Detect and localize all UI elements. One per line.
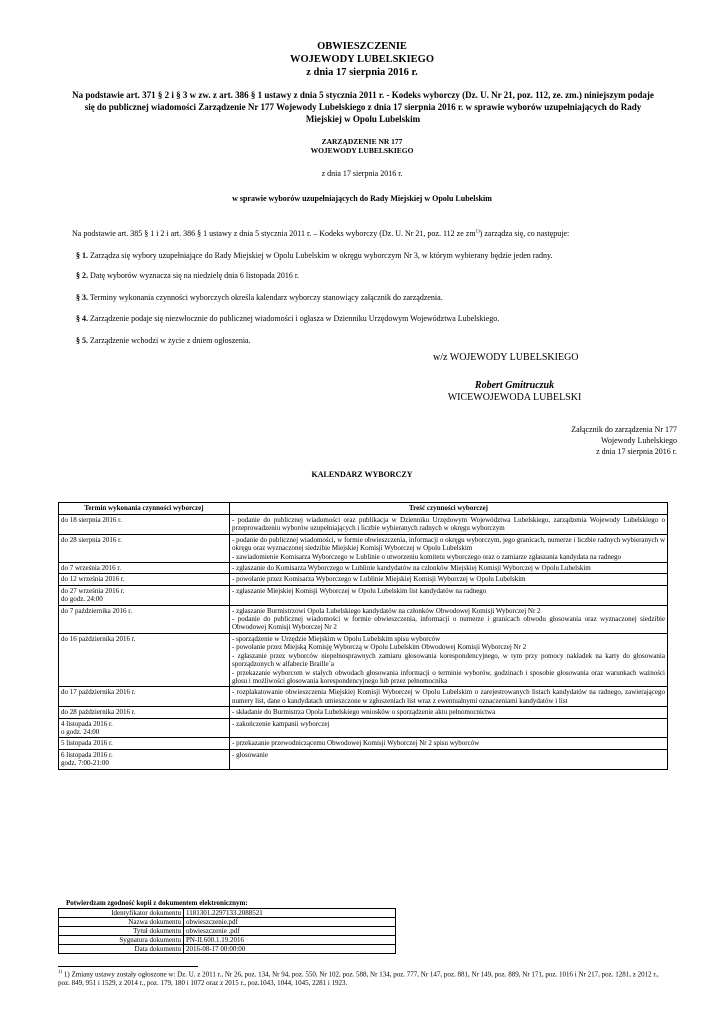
action-cell: - rozplakatowanie obwieszczenia Miejskiej Komisji Wyborczej w Opolu Lubelskim o zarejestrowanych listach kandydatów na radnego, zawierającego numery list, dane o kandydatach umieszczone w zgłoszeniach list wraz z ewentualnymi oznaczeniami kandydatów i list bbox=[230, 687, 668, 707]
table-row bbox=[59, 718, 668, 738]
metadata-key: Nazwa dokumentu bbox=[59, 918, 184, 927]
ordinance-date: z dnia 17 sierpnia 2016 r. bbox=[321, 169, 403, 178]
metadata-row bbox=[59, 945, 396, 954]
metadata-key: Tytuł dokumentu bbox=[59, 927, 184, 936]
term-cell: do 18 sierpnia 2016 r. bbox=[59, 515, 230, 535]
table-row bbox=[59, 749, 668, 769]
table-row bbox=[59, 563, 668, 574]
table-row bbox=[59, 585, 668, 605]
annex-note: Załącznik do zarządzenia Nr 177 Wojewody Lubelskiego z dnia 17 sierpnia 2016 r. bbox=[571, 425, 677, 456]
metadata-row bbox=[59, 936, 396, 945]
intro-paragraph: Na podstawie art. 371 § 2 i § 3 w zw. z art. 386 § 1 ustawy z dnia 5 stycznia 2011 r. - Kodeks wyborczy (Dz. U. Nr 21, poz. 112, ze. zm.) niniejszym podaje się do publicznej wiadomości Zarządzenie Nr 177 Wojewody Lubelskiego z dnia 17 sierpnia 2016 r. w sprawie wyborów uzupełniających do Rady Miejskiej w Opolu Lubelskim bbox=[72, 90, 654, 124]
term-cell: do 12 września 2016 r. bbox=[59, 574, 230, 585]
term-cell: do 28 sierpnia 2016 r. bbox=[59, 534, 230, 562]
action-cell: - powołanie przez Komisarza Wyborczego w Lublinie Miejskiej Komisji Wyborczej w Opolu Lubelskim bbox=[230, 574, 668, 585]
action-cell: - podanie do publicznej wiadomości, w formie obwieszczenia, informacji o okręgu wyborczym, jego granicach, numerze i liczbie radnych wybieranych w okręgu oraz wyznaczonej siedzibie Miejskiej Komisji Wyborczej w Opolu Lubelskim - zawiadomienie Komisarza Wyborczego w Lublinie o utworzeniu komitetu wyborczego oraz o zamiarze zgłaszania kandydata na radnego bbox=[230, 534, 668, 562]
signatory-name: Robert Gmitruczuk bbox=[474, 380, 555, 391]
action-cell: - przekazanie przewodniczącemu Obwodowej Komisji Wyborczej Nr 2 spisu wyborców bbox=[230, 738, 668, 749]
metadata-key: Data dokumentu bbox=[59, 945, 184, 954]
metadata-row bbox=[59, 909, 396, 918]
table-row bbox=[59, 574, 668, 585]
term-cell: 4 listopada 2016 r. o godz. 24:00 bbox=[59, 718, 230, 738]
metadata-value: 2016-08-17 00:00:00 bbox=[184, 945, 396, 954]
term-cell: do 7 października 2016 r. bbox=[59, 605, 230, 633]
electoral-calendar-table bbox=[58, 502, 668, 770]
ordinance-header bbox=[0, 137, 724, 155]
metadata-row bbox=[59, 927, 396, 936]
paragraph-2: § 2. Datę wyborów wyznacza się na niedzielę dnia 6 listopada 2016 r. bbox=[76, 271, 300, 280]
footnote bbox=[58, 968, 668, 988]
action-cell: - zgłaszanie do Komisarza Wyborczego w Lublinie kandydatów na członków Miejskiej Komisji Wyborczej w Opolu Lubelskim bbox=[230, 563, 668, 574]
metadata-row bbox=[59, 918, 396, 927]
table-row bbox=[59, 633, 668, 686]
action-cell: - składanie do Burmistrza Opola Lubelskiego wniosków o sporządzenie aktu pełnomocnictwa bbox=[230, 707, 668, 718]
ordinance-number: ZARZĄDZENIE NR 177 bbox=[321, 137, 403, 146]
table-row bbox=[59, 534, 668, 562]
metadata-key: Sygnatura dokumentu bbox=[59, 936, 184, 945]
table-row bbox=[59, 738, 668, 749]
term-cell: do 28 października 2016 r. bbox=[59, 707, 230, 718]
paragraph-4: § 4. Zarządzenie podaje się niezwłocznie do publicznej wiadomości i ogłasza w Dzienniku Urzędowym Województwa Lubelskiego. bbox=[76, 314, 500, 323]
table-row bbox=[59, 515, 668, 535]
metadata-key: Identyfikator dokumentu bbox=[59, 909, 184, 918]
term-cell: 6 listopada 2016 r. godz. 7:00-21:00 bbox=[59, 749, 230, 769]
footnote-text: 1) Zmiany ustawy zostały ogłoszone w: Dz. U. z 2011 r., Nr 26, poz. 134, Nr 94, poz. 550, Nr 102, poz. 588, Nr 134, poz. 777, Nr 147, poz. 881, Nr 149, poz. 889, Nr 171, poz. 1016 i Nr 217, poz. 1281, z 2012 r., poz. 849, 951 i 1529, z 2014 r., poz. 179, 180 i 1072 oraz z 2015 r., poz.1043, 1044, 1045, 2281 i 1923. bbox=[58, 970, 659, 988]
announcement-header bbox=[0, 40, 724, 79]
metadata-value: obwieszczenie .pdf bbox=[184, 927, 396, 936]
header-date: z dnia 17 sierpnia 2016 r. bbox=[306, 67, 418, 78]
table-row bbox=[59, 687, 668, 707]
footnote-divider bbox=[58, 966, 198, 967]
confirmation-block bbox=[58, 899, 396, 954]
term-cell: 5 listopada 2016 r. bbox=[59, 738, 230, 749]
ordinance-subject: w sprawie wyborów uzupełniających do Rady Miejskiej w Opolu Lubelskim bbox=[232, 194, 492, 203]
action-cell: - głosowanie bbox=[230, 749, 668, 769]
term-cell: do 27 września 2016 r. do godz. 24:00 bbox=[59, 585, 230, 605]
signature-on-behalf: w/z WOJEWODY LUBELSKIEGO bbox=[433, 352, 579, 363]
table-row bbox=[59, 605, 668, 633]
column-header-term: Termin wykonania czynności wyborczej bbox=[59, 503, 230, 515]
term-cell: do 7 września 2016 r. bbox=[59, 563, 230, 574]
action-cell: - zgłaszanie Miejskiej Komisji Wyborczej w Opolu Lubelskim list kandydatów na radnego bbox=[230, 585, 668, 605]
metadata-value: 1181301.2297133.2088521 bbox=[184, 909, 396, 918]
footnote-marker: 1) bbox=[58, 970, 63, 975]
signatory-role: WICEWOJEWODA LUBELSKI bbox=[447, 392, 582, 403]
signature-block bbox=[0, 380, 724, 404]
paragraph-1: § 1. Zarządza się wybory uzupełniające do Rady Miejskiej w Opolu Lubelskim w okręgu wyborczym Nr 3, w którym wybierany będzie jeden radny. bbox=[76, 251, 553, 260]
action-cell: - sporządzenie w Urzędzie Miejskim w Opolu Lubelskim spisu wyborców - powołanie przez Miejską Komisję Wyborczą w Opolu Lubelskim Obwodowej Komisji Wyborczej Nr 2 - zgłaszanie przez wyborców niepełnosprawnych zamiaru głosowania korespondencyjnego, w tym przy pomocy nakładek na karty do głosowania sporządzonych w alfabecie Braille`a - przekazanie wyborcom w stałych obwodach głosowania informacji o terminie wyborów, godzinach i sposobie głosowania oraz warunkach ważności głosu i możliwości głosowania korespondencyjnego lub przez pełnomocnika bbox=[230, 633, 668, 686]
ordinance-issuer: WOJEWODY LUBELSKIEGO bbox=[310, 146, 414, 155]
paragraph-5: § 5. Zarządzenie wchodzi w życie z dniem ogłoszenia. bbox=[76, 336, 251, 345]
action-cell: - podanie do publicznej wiadomości oraz publikacja w Dzienniku Urzędowym Województwa Lubelskiego, zarządzenia Wojewody Lubelskiego o przeprowadzeniu wyborów uzupełniających i liczbie wybieranych radnych w okręgu wyborczym bbox=[230, 515, 668, 535]
document-metadata-table bbox=[58, 908, 396, 954]
metadata-value: obwieszczenie.pdf bbox=[184, 918, 396, 927]
header-issuer: WOJEWODY LUBELSKIEGO bbox=[289, 54, 435, 65]
action-cell: - zgłaszanie Burmistrzowi Opola Lubelskiego kandydatów na członków Obwodowej Komisji Wyborczej Nr 2 - podanie do publicznej wiadomości w formie obwieszczenia, informacji o numerze i granicach obwodu głosowania oraz wyznaczonej siedzibie Obwodowej Komisji Wyborczej Nr 2 bbox=[230, 605, 668, 633]
paragraph-3: § 3. Terminy wykonania czynności wyborczych określa kalendarz wyborczy stanowiący załącznik do zarządzenia. bbox=[76, 293, 443, 302]
calendar-title: KALENDARZ WYBORCZY bbox=[311, 470, 413, 479]
column-header-action: Treść czynności wyborczej bbox=[230, 503, 668, 515]
legal-basis: Na podstawie art. 385 § 1 i 2 i art. 386 § 1 ustawy z dnia 5 stycznia 2011 r. – Kodeks wyborczy (Dz. U. Nr 21, poz. 112 ze $zm^{1)}$) zarządza się, co następuje: bbox=[72, 229, 570, 238]
term-cell: do 17 października 2016 r. bbox=[59, 687, 230, 707]
table-row bbox=[59, 707, 668, 718]
action-cell: - zakończenie kampanii wyborczej bbox=[230, 718, 668, 738]
metadata-value: PN-II.600.1.19.2016 bbox=[184, 936, 396, 945]
term-cell: do 16 października 2016 r. bbox=[59, 633, 230, 686]
footnote-ref: 1) bbox=[475, 229, 480, 235]
confirmation-title: Potwierdzam zgodność kopii z dokumentem elektronicznym: bbox=[66, 899, 248, 907]
calendar-body bbox=[59, 515, 668, 770]
table-header-row bbox=[59, 503, 668, 515]
header-title: OBWIESZCZENIE bbox=[317, 41, 407, 52]
